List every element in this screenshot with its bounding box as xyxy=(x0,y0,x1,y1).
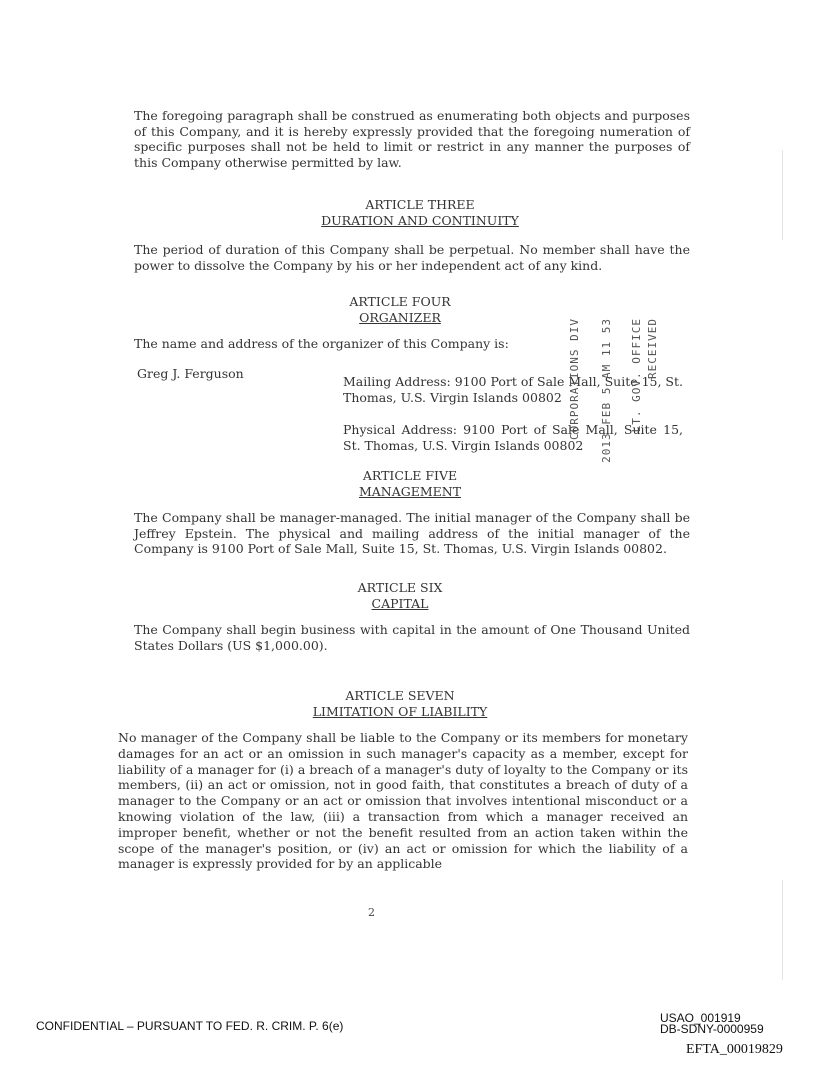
bates-efta: EFTA_00019829 xyxy=(686,1042,783,1057)
mailing-address: Mailing Address: 9100 Port of Sale Mall, Suite 15, St. Thomas, U.S. Virgin Islands 00802 xyxy=(343,374,683,405)
physical-address: Physical Address: 9100 Port of Sale Mall, Suite 15, St. Thomas, U.S. Virgin Islands 00802 xyxy=(343,422,683,453)
bates-block xyxy=(660,1013,764,1035)
article-five-body: The Company shall be manager-managed. The initial manager of the Company shall be Jeffrey Epstein. The physical and mailing address of the initial manager of the Company is 9100 Port of Sale Mall, Suite 15, St. Thomas, U.S. Virgin Islands 00802. xyxy=(134,510,690,556)
stamp-received: RECEIVED xyxy=(646,318,659,379)
bates-usao: USAO_001919 xyxy=(660,1011,741,1025)
article-six-subtitle: CAPITAL xyxy=(371,596,429,611)
bates-sdny: DB-SDNY-0000959 xyxy=(660,1022,764,1036)
received-stamp xyxy=(562,318,672,486)
article-three-title: ARTICLE THREE xyxy=(365,197,475,212)
intro-paragraph: The foregoing paragraph shall be construed as enumerating both objects and purposes of this Company, and it is hereby expressly provided that the foregoing numeration of specific purposes shall not be held to limit or restrict in any manner the purposes of this Company otherwise permitted by law. xyxy=(134,108,690,170)
article-seven-subtitle: LIMITATION OF LIABILITY xyxy=(312,704,488,719)
article-five-heading xyxy=(320,468,500,500)
article-three-subtitle: DURATION AND CONTINUITY xyxy=(321,213,519,228)
scan-edge-mark xyxy=(782,880,783,980)
article-seven-heading xyxy=(280,688,520,720)
organizer-name: Greg J. Ferguson xyxy=(137,366,244,381)
page-number: 2 xyxy=(368,906,375,919)
article-four-title: ARTICLE FOUR xyxy=(349,294,451,309)
article-three-body: The period of duration of this Company shall be perpetual. No member shall have the power to dissolve the Company by his or her independent act of any kind. xyxy=(134,242,690,273)
article-five-subtitle: MANAGEMENT xyxy=(358,484,462,499)
article-seven-body: No manager of the Company shall be liable to the Company or its members for monetary damages for an act or an omission in such manager's capacity as a member, except for liability of a manager for (i) a breach of a manager's duty of loyalty to the Company or its members, (ii) an act or omission, not in good faith, that constitutes a breach of duty of a manager to the Company or an act or omission that involves intentional misconduct or a knowing violation of the law, (iii) a transaction from which a manager received an improper benefit, whether or not the benefit resulted from an action taken within the scope of the manager's position, or (iv) an act or omission for which the liability of a manager is expressly provided for by an applicable xyxy=(118,730,688,872)
article-four-subtitle: ORGANIZER xyxy=(359,310,441,325)
article-six-body: The Company shall begin business with capital in the amount of One Thousand United States Dollars (US $1,000.00). xyxy=(134,622,690,653)
stamp-office: LT. GOV. OFFICE xyxy=(630,318,643,433)
stamp-division: CORPORATIONS DIV xyxy=(568,318,581,440)
article-six-heading xyxy=(300,580,500,612)
article-five-title: ARTICLE FIVE xyxy=(362,468,458,483)
confidential-notice: CONFIDENTIAL – PURSUANT TO FED. R. CRIM. P. 6(e) xyxy=(36,1019,344,1033)
article-four-heading xyxy=(300,294,500,326)
stamp-date: 2013 FEB 5 AM 11 53 xyxy=(600,318,613,463)
article-four-body: The name and address of the organizer of this Company is: xyxy=(134,336,509,351)
article-three-heading xyxy=(300,197,540,229)
article-seven-title: ARTICLE SEVEN xyxy=(345,688,455,703)
article-six-title: ARTICLE SIX xyxy=(357,580,443,595)
scan-edge-mark xyxy=(782,150,783,240)
